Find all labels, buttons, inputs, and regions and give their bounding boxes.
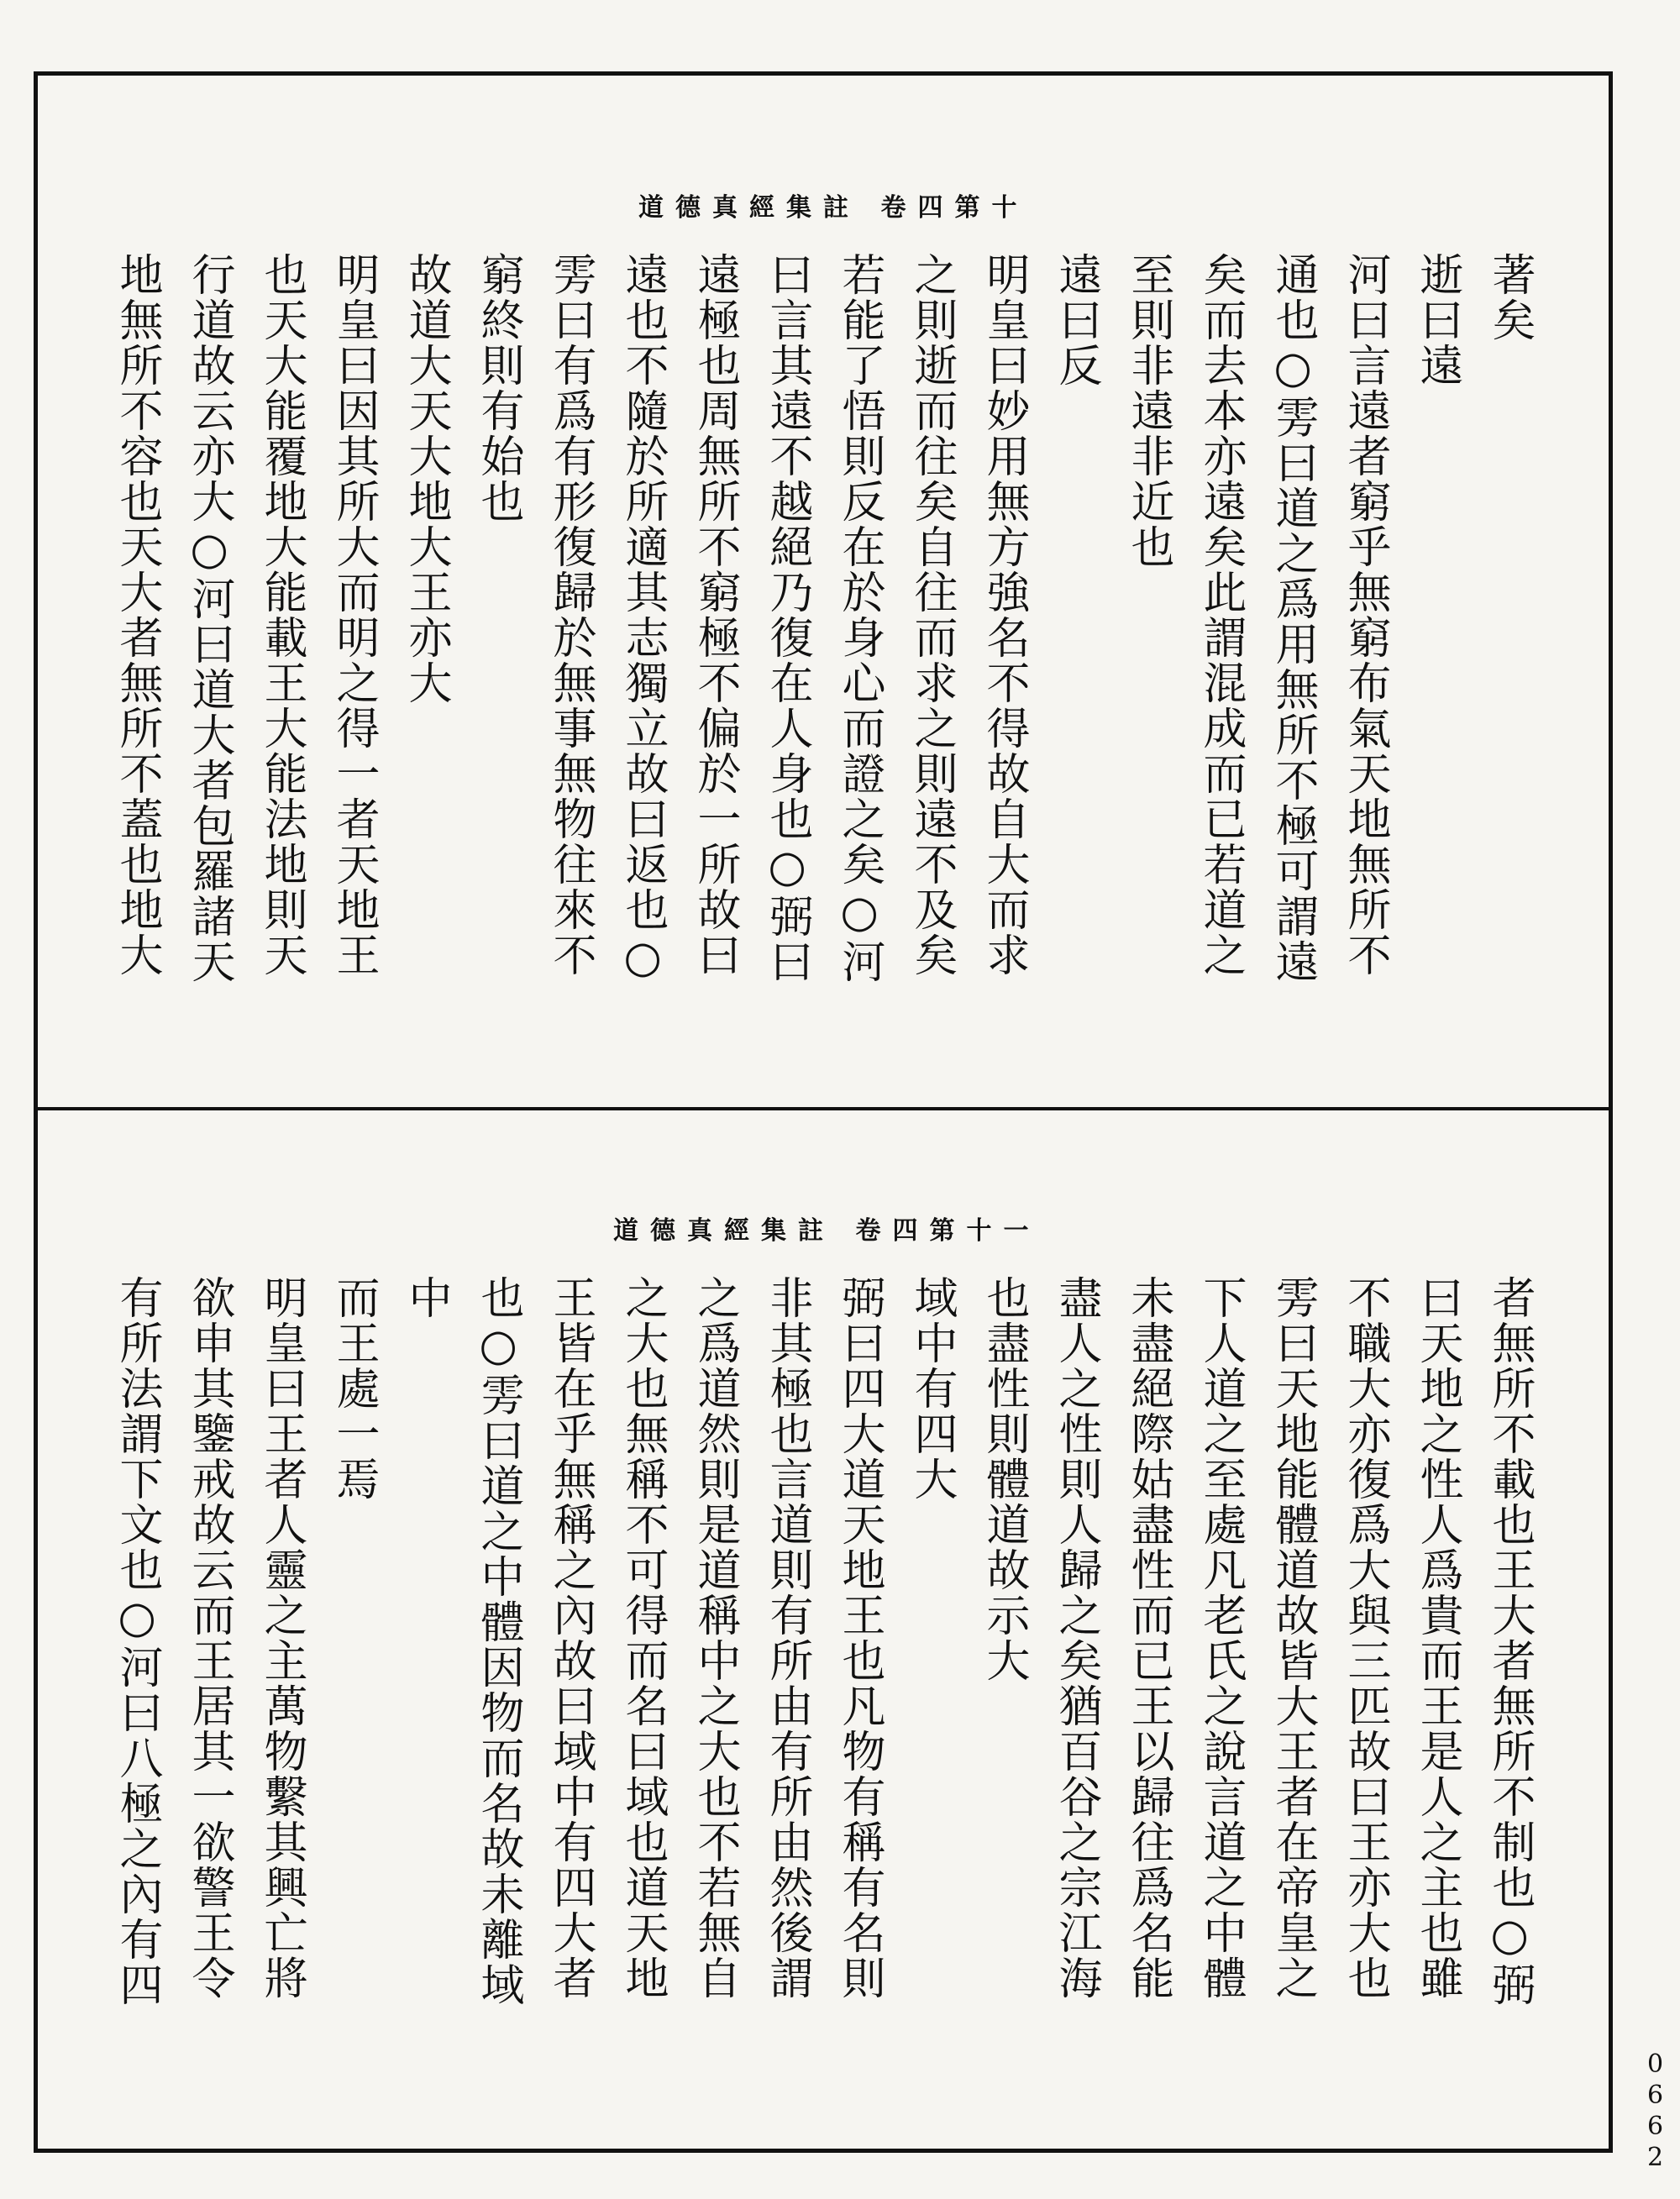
text-column: 遠曰反 (1051, 252, 1101, 388)
text-column: 也○雱曰道之中體因物而名故未離域 (473, 1275, 523, 2007)
text-column: 盡人之性則人歸之矣猶百谷之宗江海 (1051, 1275, 1101, 2001)
bottom-panel-header: 道德真經集註 卷四第十一 (613, 1216, 1041, 1246)
text-column: 地無所不容也天大者無所不蓋也地大 (112, 252, 162, 978)
text-column: 下人道之至處凡老氏之說言道之中體 (1195, 1275, 1246, 2001)
text-column: 若能了悟則反在於身心而證之矣○河 (834, 252, 885, 984)
text-column: 不職大亦復爲大與三匹故曰王亦大也 (1340, 1275, 1390, 2001)
bottom-panel-text (67, 1275, 1546, 2107)
text-column: 遠也不隨於所適其志獨立故曰返也○ (617, 252, 668, 984)
text-column: 通也○雱曰道之爲用無所不極可謂遠 (1268, 252, 1318, 984)
text-column: 故道大天大地大王亦大 (401, 252, 451, 706)
text-column: 之則逝而往矣自往而求之則遠不及矣 (906, 252, 957, 978)
text-column: 有所法謂下文也○河曰八極之內有四 (112, 1275, 162, 2007)
panel-divider (34, 1107, 1613, 1110)
text-column: 之爲道然則是道稱中之大也不若無自 (690, 1275, 740, 2001)
text-column: 域中有四大 (906, 1275, 957, 1502)
text-column: 欲申其鑒戒故云而王居其一欲警王令 (184, 1275, 234, 2001)
text-column: 逝曰遠 (1412, 252, 1462, 388)
top-panel-text (67, 252, 1546, 1075)
text-column: 王皆在乎無稱之內故曰域中有四大者 (545, 1275, 596, 2001)
text-column: 明皇曰妙用無方強名不得故自大而求 (979, 252, 1029, 978)
text-column: 行道故云亦大○河曰道大者包羅諸天 (184, 252, 234, 984)
text-column: 而王處一焉 (328, 1275, 379, 1502)
text-column: 著矣 (1484, 252, 1535, 343)
text-column: 至則非遠非近也 (1123, 252, 1173, 569)
text-column: 未盡絕際姑盡性而已王以歸往爲名能 (1123, 1275, 1173, 2001)
text-column: 雱曰天地能體道故皆大王者在帝皇之 (1268, 1275, 1318, 2001)
page-number: 0662 (1641, 2049, 1670, 2174)
text-column: 曰言其遠不越絕乃復在人身也○弼曰 (762, 252, 812, 984)
text-column: 河曰言遠者窮乎無窮布氣天地無所不 (1340, 252, 1390, 978)
text-column: 非其極也言道則有所由有所由然後謂 (762, 1275, 812, 2001)
text-column: 之大也無稱不可得而名曰域也道天地 (617, 1275, 668, 2001)
text-column: 明皇曰因其所大而明之得一者天地王 (328, 252, 379, 978)
text-column: 明皇曰王者人靈之主萬物繫其興亡將 (256, 1275, 307, 2001)
text-column: 矣而去本亦遠矣此謂混成而已若道之 (1195, 252, 1246, 978)
text-column: 中 (401, 1275, 451, 1320)
text-column: 弼曰四大道天地王也凡物有稱有名則 (834, 1275, 885, 2001)
text-column: 者無所不載也王大者無所不制也○弼 (1484, 1275, 1535, 2007)
text-column: 窮終則有始也 (473, 252, 523, 524)
top-panel-header: 道德真經集註 卷四第十 (638, 193, 1029, 223)
text-column: 也天大能覆地大能載王大能法地則天 (256, 252, 307, 978)
text-column: 遠極也周無所不窮極不偏於一所故曰 (690, 252, 740, 978)
text-column: 雱曰有爲有形復歸於無事無物往來不 (545, 252, 596, 978)
text-column: 曰天地之性人爲貴而王是人之主也雖 (1412, 1275, 1462, 2001)
text-column: 也盡性則體道故示大 (979, 1275, 1029, 1683)
